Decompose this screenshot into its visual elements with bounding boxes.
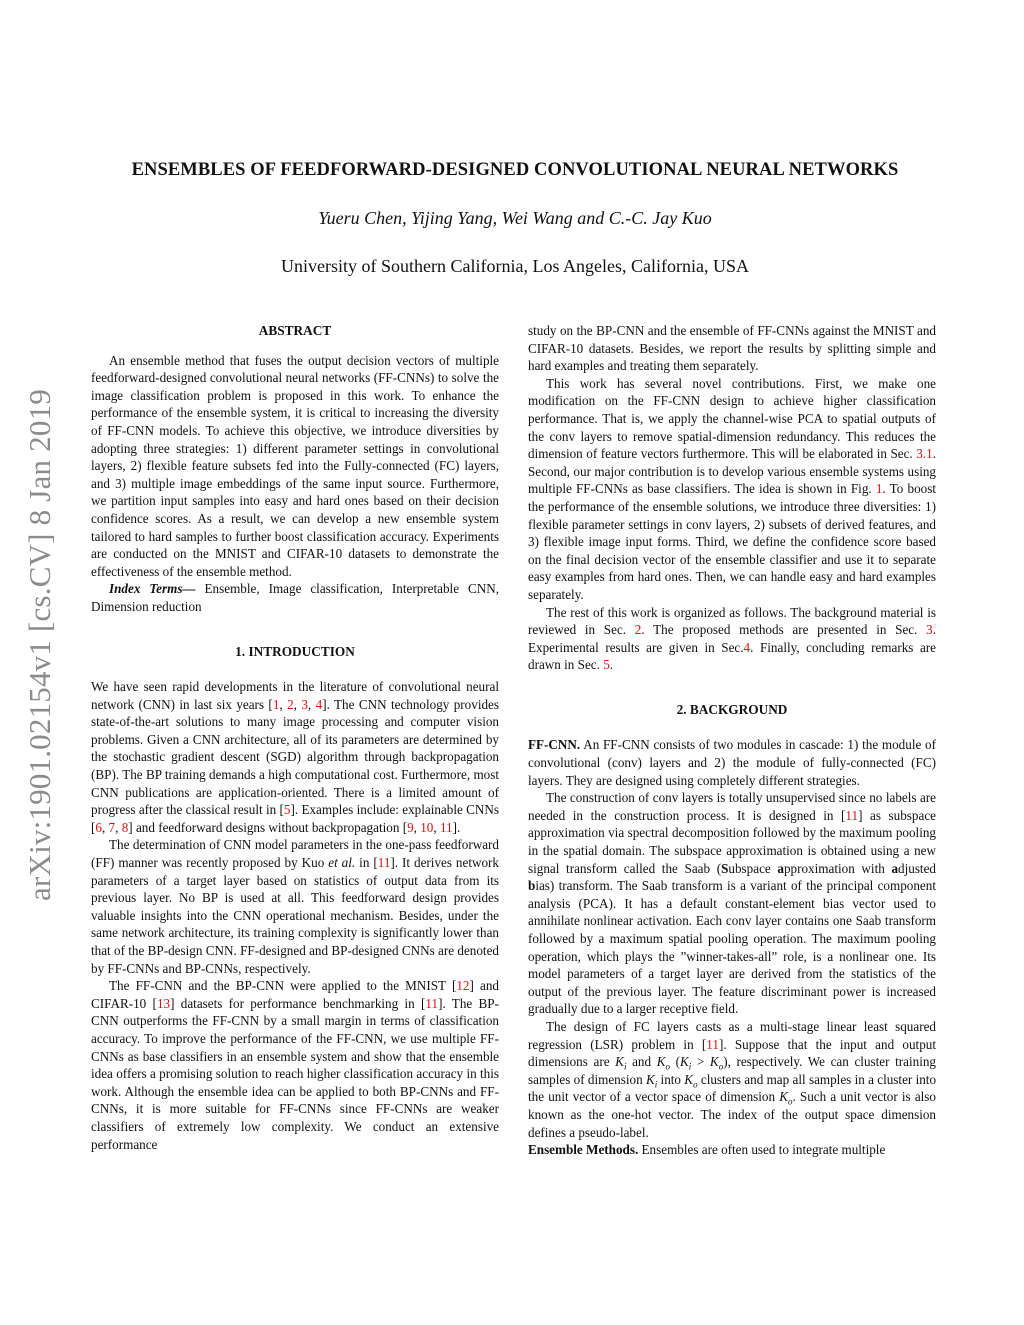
section-link[interactable]: 3 (926, 622, 933, 638)
intro-paragraph-4: study on the BP-CNN and the ensemble of FF-CNNs against the MNIST and CIFAR-10 datasets. Besides, we report the results by splitting simple and hard examples and treating them separately. (528, 323, 936, 374)
intro-paragraph-3: The FF-CNN and the BP-CNN were applied to the MNIST [12] and CIFAR-10 [13] datasets for performance benchmarking in [11]. The BP-CNN outperforms the FF-CNN by a small margin in terms of classification accuracy. To improve the performance of the FF-CNN, we use multiple FF-CNNs as base classifiers in an ensemble system and show that the ensemble idea offers a promising solution to reach higher classification accuracy in this work. Although the ensemble idea can be applied to both BP-CNNs and FF-CNNs, it is more suitable for FF-CNNs since FF-CNNs are weaker classifiers of extremely low complexity. We conduct an extensive performance (91, 978, 499, 1152)
citation-link[interactable]: 11 (425, 995, 439, 1011)
citation-link[interactable]: 4 (315, 696, 323, 712)
citation-link[interactable]: 11 (439, 819, 453, 835)
intro-paragraph-1: We have seen rapid developments in the literature of convolutional neural network (CNN) in last six years [1, 2, 3, 4]. The CNN technology provides state-of-the-art solutions to many image processing and computer vision problems. Given a CNN architecture, all of its parameters are determined by the stochastic gradient descent (SGD) algorithm through backpropagation (BP). The BP training demands a high computational cost. Furthermore, most CNN publications are application-oriented. There is a limited amount of progress after the classical result in [5]. Examples include: explainable CNNs [6, 7, 8] and feedforward designs without backpropagation [9, 10, 11]. (91, 679, 499, 835)
citation-link[interactable]: 8 (121, 819, 129, 835)
citation-link[interactable]: 7 (108, 819, 116, 835)
citation-link[interactable]: 13 (156, 995, 171, 1011)
figure-link[interactable]: 1 (875, 481, 883, 497)
citation-link[interactable]: 11 (706, 1036, 719, 1052)
conv-layers-paragraph: The construction of conv layers is totally unsupervised since no labels are needed in the construction process. It is designed in [11] as subspace approximation via spectral decomposition followed by the maximum pooling in the spatial domain. The subspace approximation is obtained using a new signal transform called the Saab (Subspace approximation with adjusted bias) transform. The Saab transform is a variant of the principal component analysis (PCA). It has a default constant-element bias vector used to annihilate nonlinear activation. Each conv layer contains one Saab transform followed by a maximum spatial pooling operation. The maximum pooling operation, which plays the ”winner-takes-all” role, is a nonlinear one. Its model parameters of a target layer are derived from the statistics of the output of the previous layer. The feature discriminant power is increased gradually due to a larger receptive field. (528, 790, 936, 1017)
paper-authors: Yueru Chen, Yijing Yang, Wei Wang and C.-C. Jay Kuo (318, 208, 712, 228)
citation-link[interactable]: 1 (272, 696, 280, 712)
abstract-heading: ABSTRACT (258, 323, 332, 338)
index-terms (91, 580, 499, 615)
citation-link[interactable]: 11 (845, 807, 859, 823)
citation-link[interactable]: 11 (377, 855, 391, 871)
abstract-text: An ensemble method that fuses the output decision vectors of multiple feedforward-designed convolutional neural networks (FF-CNNs) to solve the image classification problem is proposed in this work. To enhance the performance of the ensemble system, it is critical to increasing the diversity of FF-CNN models. To achieve this objective, we introduce diversities by adopting three strategies: 1) different parameter settings in convolutional layers, 2) flexible feature subsets fed into the Fully-connected (FC) layers, and 3) multiple image embeddings of the same input source. Furthermore, we partition input samples into easy and hard ones based on their decision confidence scores. As a result, we can develop a new ensemble system tailored to hard samples to further boost classification accuracy. Experiments are conducted on the MNIST and CIFAR-10 datasets to demonstrate the effectiveness of the ensemble method. (91, 352, 499, 579)
section-link[interactable]: 4 (743, 639, 751, 655)
fc-layers-paragraph: The design of FC layers casts as a multi-stage linear least squared regression (LSR) problem in [11]. Suppose that the input and output dimensions are $K_i$ and $K_o$ $(K_i > K_o)$, respectively. We can cluster training samples of dimension $K_i$ into $K_o$ clusters and map all samples in a cluster into the unit vector of a vector space of dimension $K_o$. Such a unit vector is also known as the one-hot vector. The index of the output space dimension defines a pseudo-label. (528, 1018, 937, 1140)
contributions-paragraph: This work has several novel contributions. First, we make one modification on the FF-CNN design to achieve higher classification performance. That is, we apply the channel-wise PCA to spatial outputs of the conv layers to remove spatial-dimension redundancy. This reduces the dimension of feature vectors furthermore. This will be elaborated in Sec. 3.1. Second, our major contribution is to develop various ensemble systems using multiple FF-CNNs as base classifiers. The idea is shown in Fig. 1. To boost the performance of the ensemble solutions, we introduce three diversities: 1) flexible parameter settings in conv layers, 2) subsets of derived features, and 3) flexible image input forms. Third, we define the confidence score based on the final decision vector of the ensemble classifier and use it to separate easy examples from hard ones. Then, we can handle easy and hard examples separately. (528, 375, 936, 602)
index-terms-text: Ensemble, Image classification, Interpretable CNN, Dimension reduction (91, 581, 499, 614)
section-link[interactable]: 3.1 (916, 446, 933, 462)
citation-link[interactable]: 5 (283, 802, 291, 818)
citation-link[interactable]: 9 (407, 819, 414, 835)
left-column (91, 322, 499, 1153)
background-heading: 2. BACKGROUND (676, 701, 788, 717)
organization-paragraph: The rest of this work is organized as follows. The background material is reviewed in Sec. 2. The proposed methods are presented in Sec. 3. Experimental results are given in Sec.4. Finally, concluding remarks are drawn in Sec. 5. (528, 604, 937, 673)
citation-link[interactable]: 3 (301, 696, 308, 712)
citation-link[interactable]: 2 (287, 696, 294, 712)
right-column (528, 322, 936, 1159)
arxiv-identifier: arXiv:1901.02154v1 [cs.CV] 8 Jan 2019 (22, 389, 57, 901)
ffcnn-label: FF-CNN. (528, 737, 581, 753)
ensemble-methods-paragraph: Ensemble Methods. Ensembles are often used to integrate multiple (528, 1142, 886, 1158)
citation-link[interactable]: 12 (456, 978, 470, 994)
section-link[interactable]: 2 (634, 622, 642, 638)
paper-title: ENSEMBLES OF FEEDFORWARD-DESIGNED CONVOLUTIONAL NEURAL NETWORKS (131, 160, 899, 180)
arxiv-sidebar (0, 0, 80, 1325)
citation-link[interactable]: 10 (420, 819, 434, 835)
intro-heading: 1. INTRODUCTION (235, 643, 355, 659)
citation-link[interactable]: 6 (95, 819, 102, 835)
paper-affiliation: University of Southern California, Los Angeles, California, USA (281, 256, 749, 276)
section-link[interactable]: 5 (603, 657, 610, 673)
ensemble-methods-label: Ensemble Methods. (528, 1142, 639, 1158)
ffcnn-paragraph: FF-CNN. An FF-CNN consists of two modules in cascade: 1) the module of convolutional (conv) layers and 2) the module of fully-connected (FC) layers. They are designed using completely different strategies. (528, 737, 936, 788)
index-terms-label: Index Terms— (109, 581, 196, 597)
intro-paragraph-2: The determination of CNN model parameters in the one-pass feedforward (FF) manner was recently proposed by Kuo et al. in [11]. It derives network parameters of a target layer based on statistics of output data from its previous layer. No BP is used at all. This feedforward design provides valuable insights into the CNN operational mechanism. Besides, under the same network architecture, its training complexity is significantly lower than that of the BP-design CNN. FF-designed and BP-designed CNNs are denoted by FF-CNNs and BP-CNNs, respectively. (91, 837, 499, 976)
